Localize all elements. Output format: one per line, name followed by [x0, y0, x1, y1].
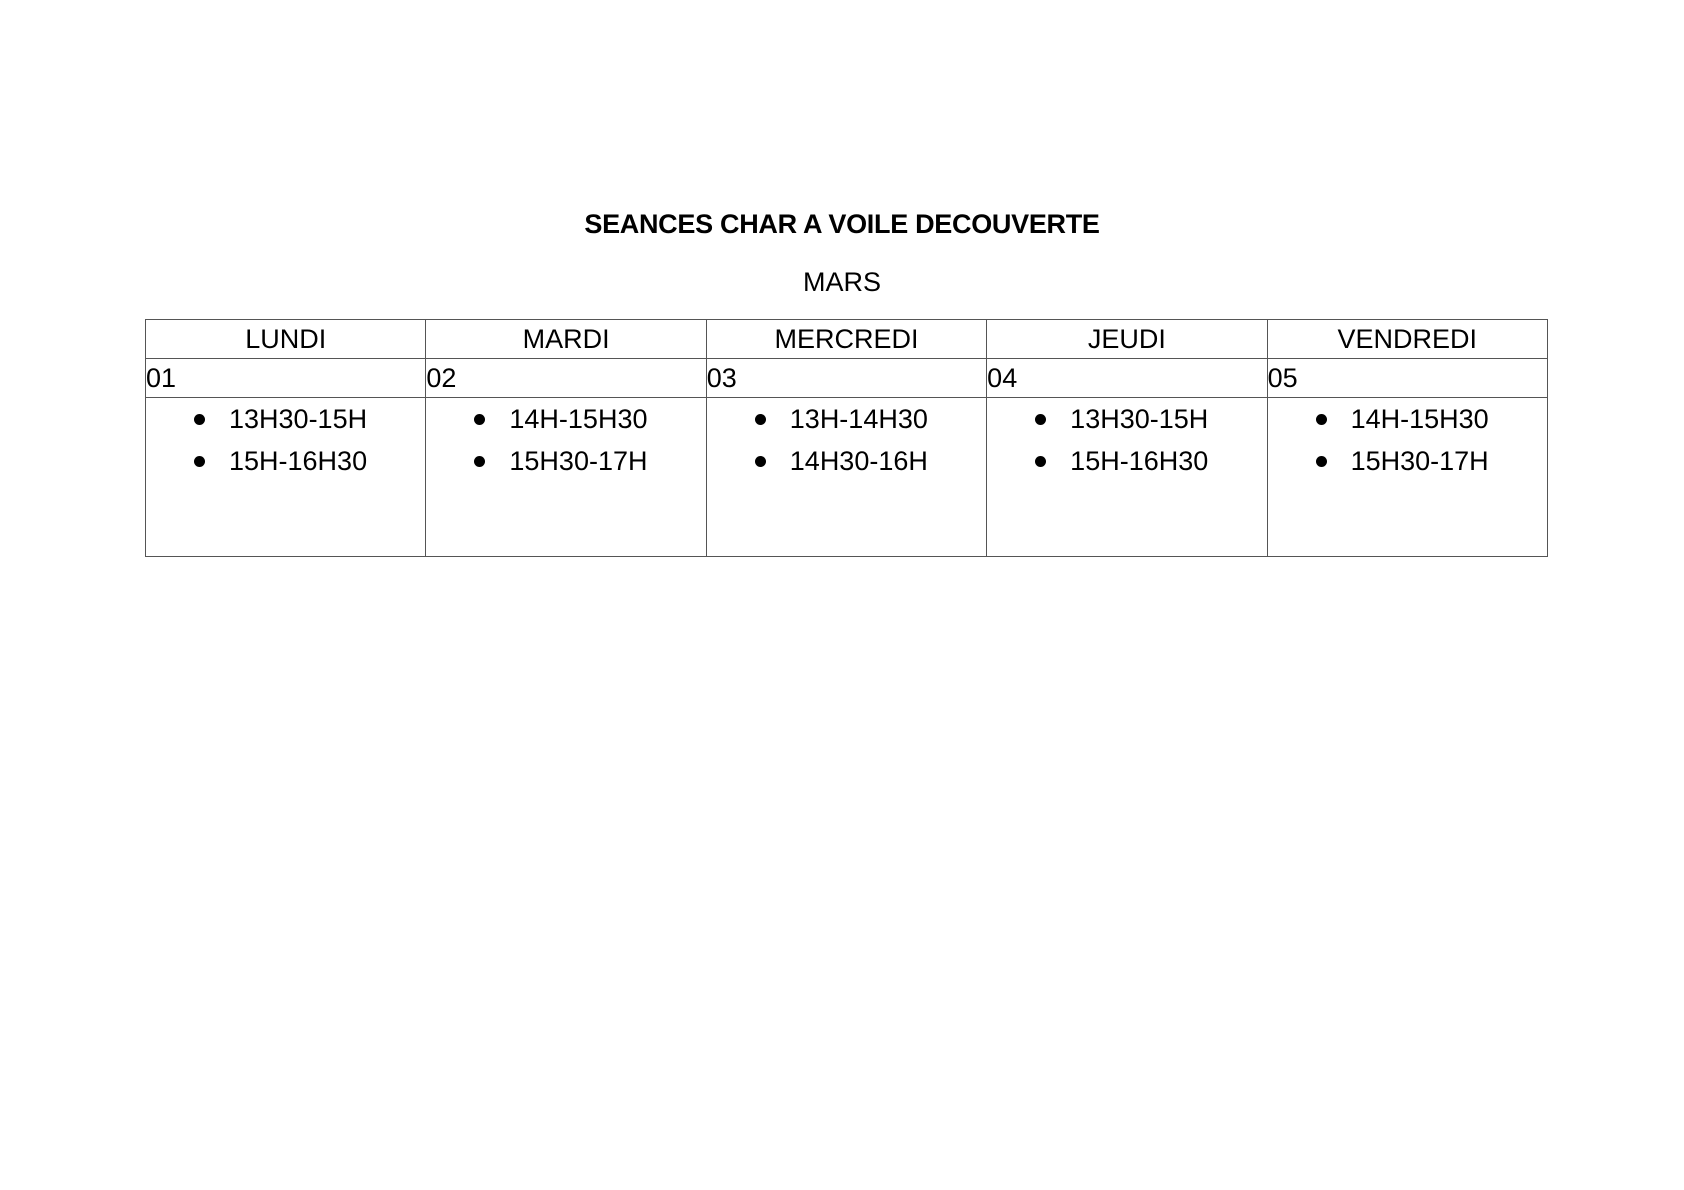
slot-list	[146, 398, 425, 482]
bullet-icon	[1035, 456, 1046, 467]
bullet-icon	[474, 414, 485, 425]
slot-time: 13H30-15H	[1070, 404, 1209, 434]
slot-list	[707, 398, 986, 482]
month-label: MARS	[802, 267, 881, 297]
bullet-icon	[755, 456, 766, 467]
bullet-icon	[194, 414, 205, 425]
slots-cell-vendredi	[1267, 398, 1547, 557]
slot-time: 14H-15H30	[1350, 404, 1489, 434]
slot-item	[1316, 440, 1547, 482]
bullet-icon	[755, 414, 766, 425]
day-header-mardi: MARDI	[426, 320, 706, 359]
date-row	[146, 359, 1548, 398]
slot-item	[474, 398, 705, 440]
date-cell-lundi: 01	[146, 359, 426, 398]
slot-item	[194, 440, 425, 482]
date-cell-mardi: 02	[426, 359, 706, 398]
slot-time: 15H-16H30	[1070, 446, 1209, 476]
bullet-icon	[1035, 414, 1046, 425]
bullet-icon	[474, 456, 485, 467]
slot-list	[1268, 398, 1547, 482]
slot-time: 15H-16H30	[229, 446, 368, 476]
bullet-icon	[1316, 456, 1327, 467]
date-cell-jeudi: 04	[987, 359, 1267, 398]
document-title: SEANCES CHAR A VOILE DECOUVERTE	[584, 209, 1100, 239]
slots-row	[146, 398, 1548, 557]
day-header-mercredi: MERCREDI	[706, 320, 986, 359]
slot-item	[1035, 398, 1266, 440]
day-header-vendredi: VENDREDI	[1267, 320, 1547, 359]
slot-item	[755, 440, 986, 482]
slot-item	[1316, 398, 1547, 440]
slots-cell-jeudi	[987, 398, 1267, 557]
slot-item	[1035, 440, 1266, 482]
bullet-icon	[194, 456, 205, 467]
day-header-lundi: LUNDI	[146, 320, 426, 359]
slots-cell-lundi	[146, 398, 426, 557]
bullet-icon	[1316, 414, 1327, 425]
slot-item	[755, 398, 986, 440]
date-cell-vendredi: 05	[1267, 359, 1547, 398]
slot-time: 14H30-16H	[789, 446, 928, 476]
slot-time: 13H-14H30	[789, 404, 928, 434]
date-cell-mercredi: 03	[706, 359, 986, 398]
schedule-table	[145, 319, 1548, 557]
slots-cell-mercredi	[706, 398, 986, 557]
slots-cell-mardi	[426, 398, 706, 557]
slot-time: 15H30-17H	[1350, 446, 1489, 476]
slot-item	[194, 398, 425, 440]
day-header-row	[146, 320, 1548, 359]
day-header-jeudi: JEUDI	[987, 320, 1267, 359]
slot-time: 15H30-17H	[509, 446, 648, 476]
slot-time: 14H-15H30	[509, 404, 648, 434]
slot-time: 13H30-15H	[229, 404, 368, 434]
slot-item	[474, 440, 705, 482]
slot-list	[426, 398, 705, 482]
slot-list	[987, 398, 1266, 482]
